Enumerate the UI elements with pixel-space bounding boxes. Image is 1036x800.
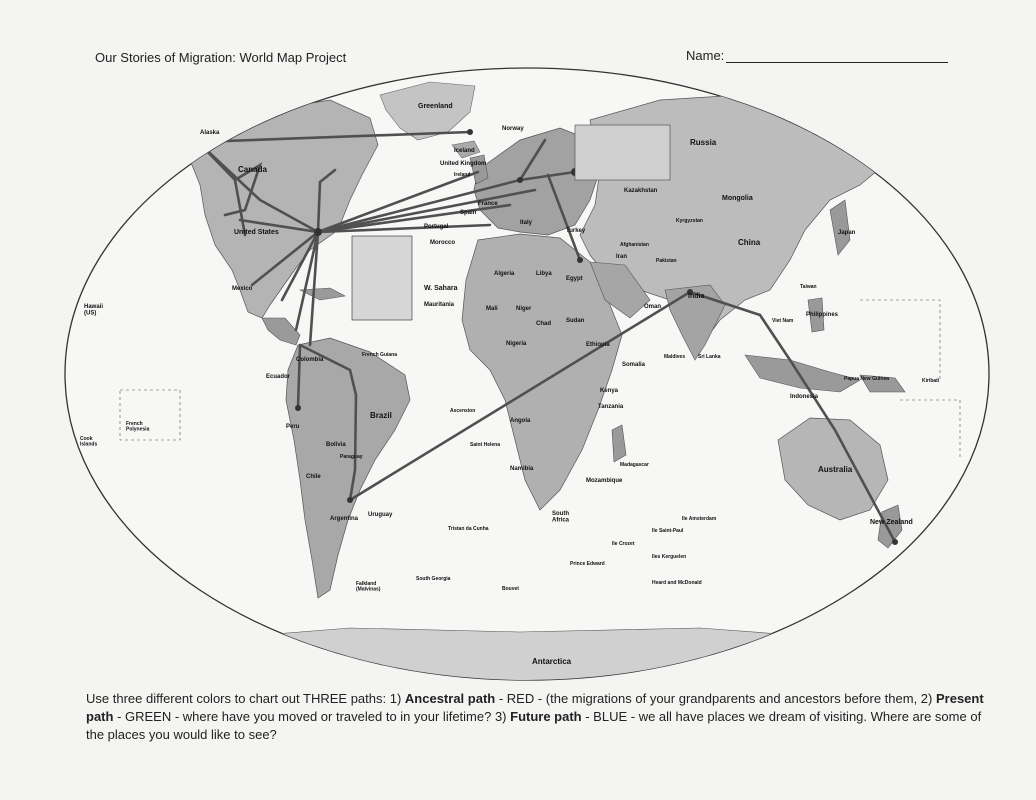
label-papua-new-guinea: Papua New Guinea [844, 376, 890, 382]
label-namibia: Namibia [510, 466, 534, 472]
node-nz [892, 539, 898, 545]
label-greenland: Greenland [418, 103, 453, 110]
label-turkey: Turkey [566, 228, 586, 234]
label-spain: Spain [460, 210, 477, 216]
label-prince-edward: Prince Edward [570, 561, 605, 567]
label-chile: Chile [306, 474, 321, 480]
label-kyrgyzstan: Kyrgyzstan [676, 218, 703, 224]
node-argentina [347, 497, 353, 503]
label-hawaii: Hawaii (US) [84, 304, 104, 317]
label-norway: Norway [502, 126, 524, 132]
label-india: India [688, 293, 705, 300]
label-canada: Canada [238, 165, 267, 174]
label-brazil: Brazil [370, 411, 392, 420]
label-mongolia: Mongolia [722, 195, 753, 202]
label-kerguelen: Iles Kerguelen [652, 554, 687, 560]
label-mexico: Mexico [232, 286, 253, 292]
label-ethiopia: Ethiopia [586, 342, 610, 348]
label-ireland: Ireland [454, 172, 471, 178]
label-oman: Oman [644, 304, 662, 310]
label-russia: Russia [690, 138, 717, 147]
label-mauritania: Mauritania [424, 302, 455, 308]
name-label: Name: [686, 48, 725, 63]
europe-inset-box [575, 125, 670, 180]
label-bouvet: Bouvet [502, 586, 519, 592]
label-pakistan: Pakistan [656, 258, 677, 264]
label-tristan: Tristan da Cunha [448, 526, 489, 532]
label-portugal: Portugal [424, 224, 449, 230]
label-ile-crozet: Ile Crozet [612, 541, 635, 547]
label-iceland: Iceland [454, 148, 475, 154]
label-french-polynesia: French Polynesia [126, 421, 150, 433]
label-libya: Libya [536, 271, 552, 277]
node-iceland [467, 129, 473, 135]
label-kenya: Kenya [600, 388, 619, 394]
present-path-text: - GREEN - where have you moved or traveled to in your lifetime? 3) [113, 709, 511, 724]
label-united-states: United States [234, 229, 279, 236]
label-morocco: Morocco [430, 240, 456, 246]
label-w-sahara: W. Sahara [424, 285, 458, 292]
label-french-guiana: French Guiana [362, 352, 398, 358]
label-philippines: Philippines [806, 312, 839, 318]
label-maldives: Maldives [664, 354, 686, 360]
label-france: France [478, 201, 498, 207]
label-taiwan: Taiwan [800, 284, 817, 290]
future-path-label: Future path [510, 709, 582, 724]
label-angola: Angola [510, 418, 531, 424]
node-europe [517, 177, 523, 183]
label-united-kingdom: United Kingdom [440, 161, 487, 167]
label-sri-lanka: Sri Lanka [698, 354, 721, 360]
present-path-label: Present path [86, 691, 984, 724]
page-title: Our Stories of Migration: World Map Project [95, 50, 347, 65]
label-china: China [738, 238, 761, 247]
label-mali: Mali [486, 306, 498, 312]
node-hub-us [314, 228, 322, 236]
label-peru: Peru [286, 424, 300, 430]
label-chad: Chad [536, 321, 551, 327]
label-colombia: Colombia [296, 357, 324, 363]
ancestral-path-label: Ancestral path [404, 691, 496, 706]
label-algeria: Algeria [494, 271, 515, 277]
label-afghanistan: Afghanistan [620, 242, 649, 248]
label-australia: Australia [818, 465, 853, 474]
label-tanzania: Tanzania [598, 404, 624, 410]
label-bolivia: Bolivia [326, 442, 346, 448]
label-alaska: Alaska [200, 130, 220, 136]
label-ecuador: Ecuador [266, 374, 291, 380]
label-italy: Italy [520, 220, 533, 226]
label-cook-islands: Cook Islands [80, 436, 98, 448]
label-saint-helena: Saint Helena [470, 442, 501, 448]
label-saint-paul: Ile Saint-Paul [652, 528, 684, 534]
future-path-text: - BLUE - we all have places we dream of visiting. Where are some of the places you would like to see? [86, 709, 982, 742]
label-uruguay: Uruguay [368, 512, 393, 518]
label-sudan: Sudan [566, 318, 585, 324]
label-falkland: Falkland (Malvinas) [356, 581, 381, 593]
label-paraguay: Paraguay [340, 454, 363, 460]
label-kiribati: Kiribati [922, 378, 940, 384]
label-kazakhstan: Kazakhstan [624, 188, 658, 194]
label-south-georgia: South Georgia [416, 576, 451, 582]
label-niger: Niger [516, 306, 532, 312]
instructions-intro: Use three different colors to chart out THREE paths: 1) [86, 691, 405, 706]
label-new-zealand: New Zealand [870, 519, 913, 526]
label-nigeria: Nigeria [506, 341, 527, 347]
label-mozambique: Mozambique [586, 478, 623, 484]
caribbean-inset-box [352, 236, 412, 320]
label-egypt: Egypt [566, 276, 583, 282]
node-peru [295, 405, 301, 411]
instructions-text [86, 690, 986, 744]
label-indonesia: Indonesia [790, 394, 819, 400]
label-japan: Japan [838, 230, 856, 236]
label-vietnam: Viet Nam [772, 318, 794, 324]
node-turkey [577, 257, 583, 263]
node-alaska [195, 139, 201, 145]
label-south-africa: South Africa [552, 511, 570, 524]
label-heard: Heard and McDonald [652, 580, 702, 586]
label-iran: Iran [616, 254, 628, 260]
label-amsterdam: Ile Amsterdam [682, 516, 717, 522]
label-argentina: Argentina [330, 516, 359, 522]
ancestral-path-text: - RED - (the migrations of your grandparents and ancestors before them, 2) [495, 691, 936, 706]
label-ascension: Ascension [450, 408, 476, 414]
label-somalia: Somalia [622, 362, 646, 368]
label-antarctica: Antarctica [532, 657, 572, 666]
label-madagascar: Madagascar [620, 462, 649, 468]
